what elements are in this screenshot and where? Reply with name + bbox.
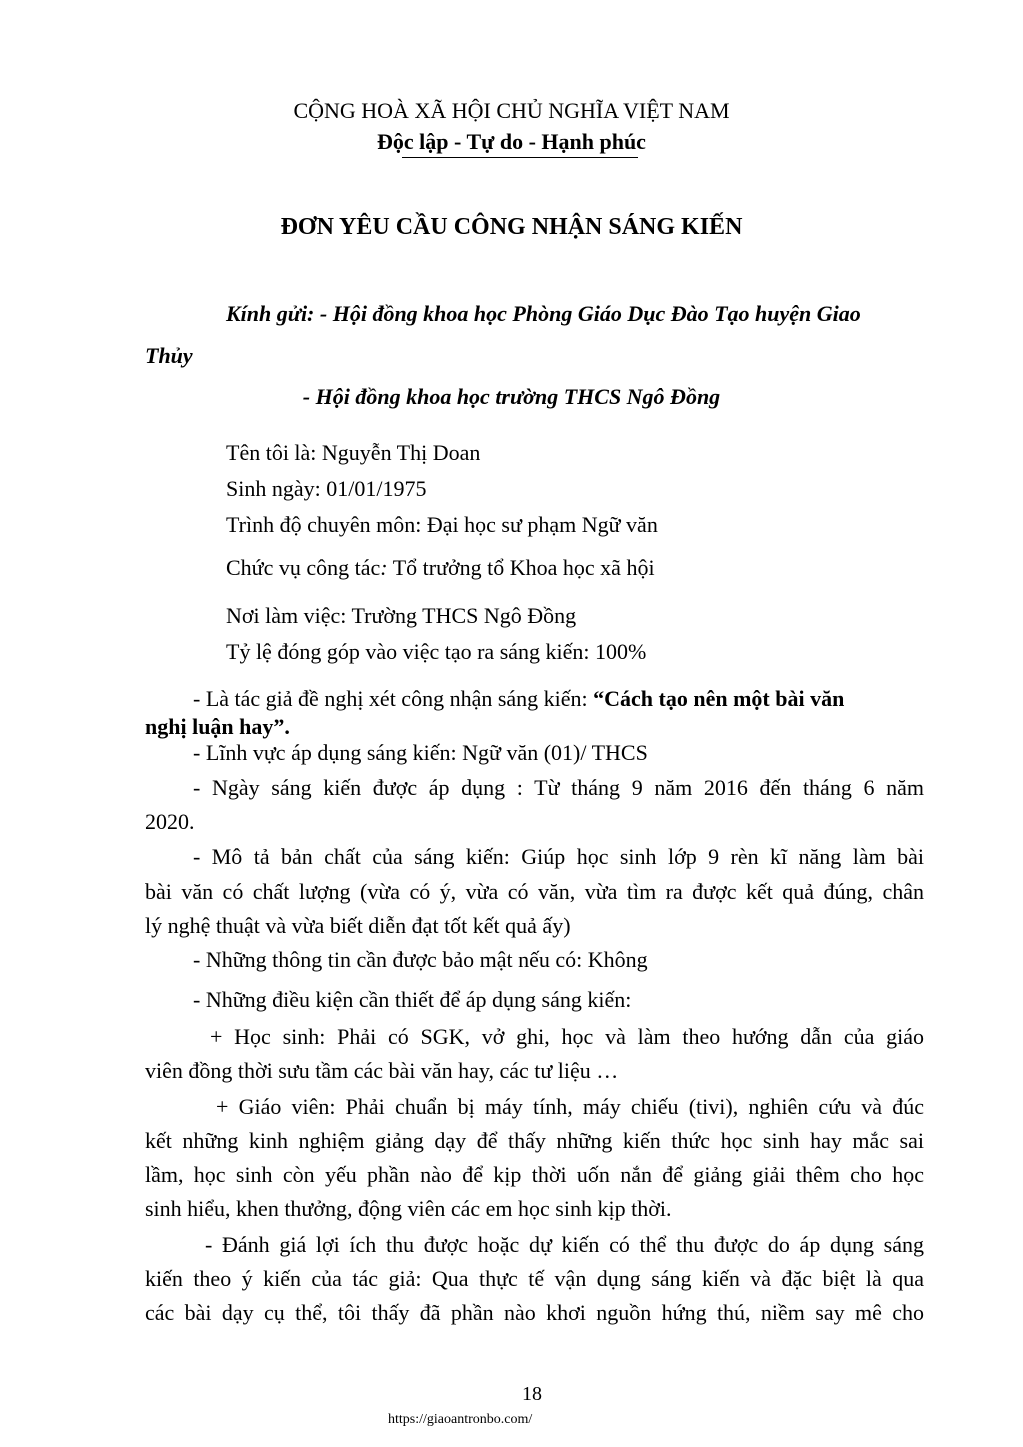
position-label: Chức vụ công tác xyxy=(226,555,381,580)
teacher-line-4: sinh hiểu, khen thưởng, động viên các em học sinh kịp thời. xyxy=(145,1196,672,1221)
essence-line-1: - Mô tả bản chất của sáng kiến: Giúp học sinh lớp 9 rèn kĩ năng làm bài xyxy=(193,844,924,869)
recipient-1: - Hội đồng khoa học Phòng Giáo Dục Đào Tạo huyện Giao xyxy=(314,301,861,326)
document-title: ĐƠN YÊU CẦU CÔNG NHẬN SÁNG KIẾN xyxy=(280,214,743,240)
date-line-1: - Ngày sáng kiến được áp dụng : Từ tháng 9 năm 2016 đến tháng 6 năm xyxy=(193,775,924,800)
author-claim-prefix: - Là tác giả đề nghị xét công nhận sáng kiến: xyxy=(193,686,594,711)
teacher-line-3: lầm, học sinh còn yếu phần nào để kịp thời uốn nắn để giảng giải thêm cho học xyxy=(145,1162,924,1187)
position-colon: : xyxy=(380,555,388,580)
essence-line-2: bài văn có chất lượng (vừa có ý, vừa có văn, vừa tìm ra được kết quả đúng, chân xyxy=(145,879,924,904)
footer-url: https://giaoantronbo.com/ xyxy=(388,1412,533,1427)
teacher-line-2: kết những kinh nghiệm giảng dạy để thấy những kiến thức học sinh hay mắc sai xyxy=(145,1128,924,1153)
position-value: Tổ trưởng tổ Khoa học xã hội xyxy=(387,555,655,580)
author-claim-line xyxy=(193,686,844,712)
author-position xyxy=(226,555,655,581)
page-number: 18 xyxy=(522,1383,542,1405)
student-line-1: + Học sinh: Phải có SGK, vở ghi, học và làm theo hướng dẫn của giáo xyxy=(210,1024,924,1049)
recipients-line-1 xyxy=(226,301,861,327)
author-degree: Trình độ chuyên môn: Đại học sư phạm Ngữ văn xyxy=(226,512,658,537)
motto: Độc lập - Tự do - Hạnh phúc xyxy=(377,129,646,154)
confidential-line: - Những thông tin cần được bảo mật nếu có: Không xyxy=(193,947,648,972)
motto-underline xyxy=(402,157,638,158)
recipient-2: - Hội đồng khoa học trường THCS Ngô Đồng xyxy=(302,384,721,409)
date-line-2: 2020. xyxy=(145,809,195,834)
teacher-line-1: + Giáo viên: Phải chuẩn bị máy tính, máy chiếu (tivi), nghiên cứu và đúc xyxy=(216,1094,924,1119)
author-name: Tên tôi là: Nguyễn Thị Doan xyxy=(226,440,481,465)
conditions-heading: - Những điều kiện cần thiết để áp dụng sáng kiến: xyxy=(193,987,632,1012)
recipient-1-continued: Thủy xyxy=(145,343,193,368)
author-dob: Sinh ngày: 01/01/1975 xyxy=(226,476,427,501)
benefit-line-2: kiến theo ý kiến của tác giả: Qua thực tế vận dụng sáng kiến và đặc biệt là qua xyxy=(145,1266,924,1291)
author-workplace: Nơi làm việc: Trường THCS Ngô Đồng xyxy=(226,603,577,628)
recipients-label: Kính gửi: xyxy=(226,301,315,326)
initiative-title: “Cách tạo nên một bài văn xyxy=(593,686,845,711)
field-line: - Lĩnh vực áp dụng sáng kiến: Ngữ văn (01)/ THCS xyxy=(193,740,648,765)
student-line-2: viên đồng thời sưu tầm các bài văn hay, các tư liệu … xyxy=(145,1058,619,1083)
benefit-line-1: - Đánh giá lợi ích thu được hoặc dự kiến có thể thu được do áp dụng sáng xyxy=(205,1232,924,1257)
benefit-line-3: các bài dạy cụ thể, tôi thấy đã phần nào khơi nguồn hứng thú, niềm say mê cho xyxy=(145,1300,924,1325)
essence-line-3: lý nghệ thuật và vừa biết diễn đạt tốt kết quả ấy) xyxy=(145,913,571,938)
initiative-title-continued: nghị luận hay”. xyxy=(145,714,290,739)
nation-heading: CỘNG HOÀ XÃ HỘI CHỦ NGHĨA VIỆT NAM xyxy=(293,98,730,123)
author-contribution: Tỷ lệ đóng góp vào việc tạo ra sáng kiến: 100% xyxy=(226,639,647,664)
